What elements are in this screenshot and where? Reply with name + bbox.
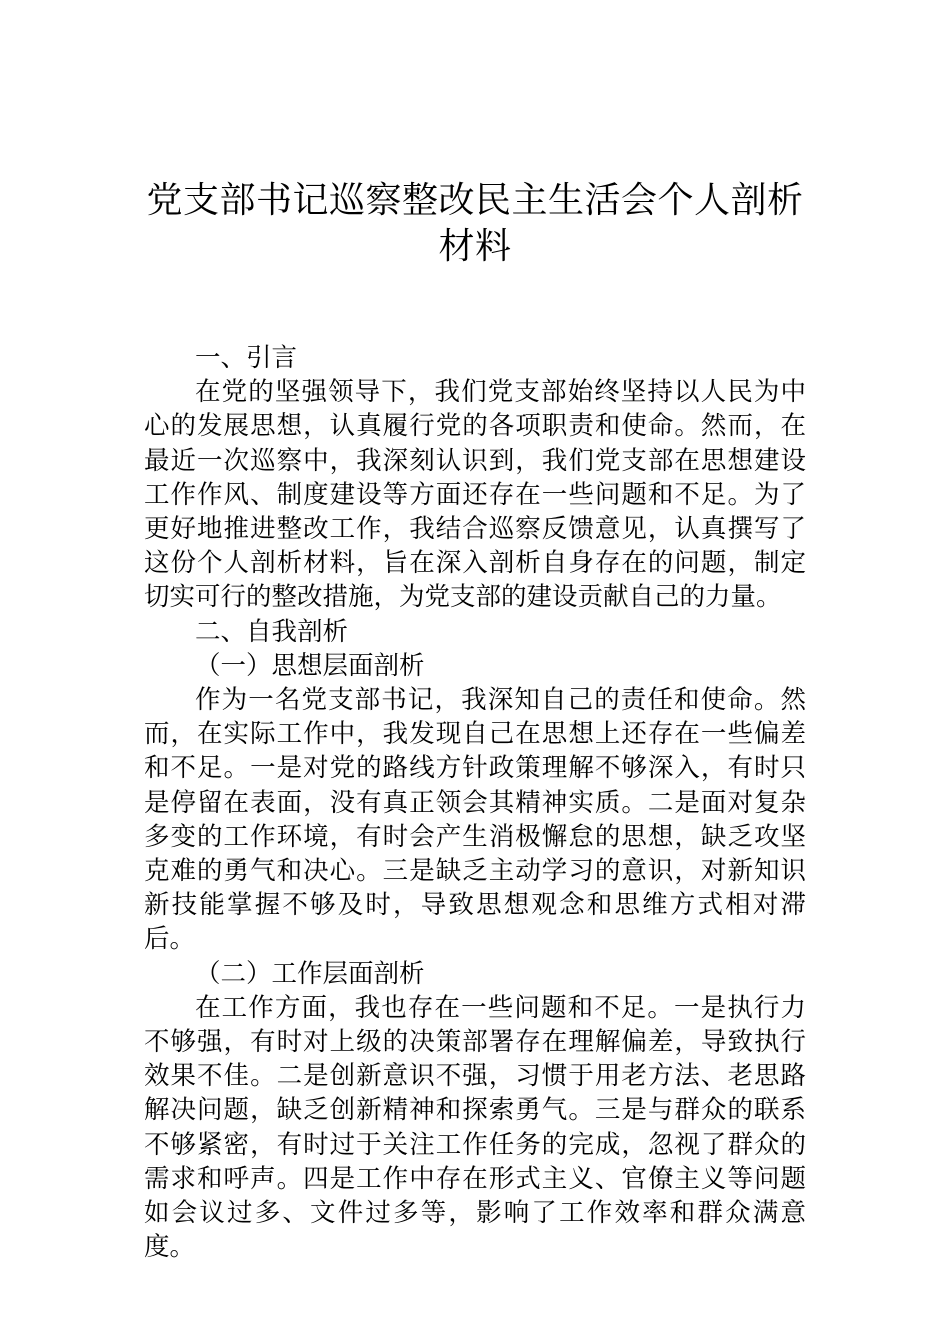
document-title-line-2: 材料 <box>438 226 512 267</box>
subsection-heading-work: （二）工作层面剖析 <box>195 958 425 989</box>
paragraph-work: 在工作方面，我也存在一些问题和不足。一是执行力不够强，有时对上级的决策部署存在理解偏差，导致执行效果不佳。二是创新意识不强，习惯于用老方法、老思路解决问题，缺乏创新精神和探索勇气。三是与群众的联系不够紧密，有时过于关注工作任务的完成，忽视了群众的需求和呼声。四是工作中存在形式主义、官僚主义等问题如会议过多、文件过多等，影响了工作效率和群众满意度。 <box>144 992 806 1263</box>
section-heading-introduction: 一、引言 <box>195 343 298 373</box>
paragraph-ideological: 作为一名党支部书记，我深知自己的责任和使命。然而，在实际工作中，我发现自己在思想上还存在一些偏差和不足。一是对党的路线方针政策理解不够深入，有时只是停留在表面，没有真正领会其精神实质。二是面对复杂多变的工作环境，有时会产生消极懈怠的思想，缺乏攻坚克难的勇气和决心。三是缺乏主动学习的意识，对新知识新技能掌握不够及时，导致思想观念和思维方式相对滞后。 <box>144 685 806 955</box>
paragraph-introduction: 在党的坚强领导下，我们党支部始终坚持以人民为中心的发展思想，认真履行党的各项职责和使命。然而，在最近一次巡察中，我深刻认识到，我们党支部在思想建设工作作风、制度建设等方面还存在一些问题和不足。为了更好地推进整改工作，我结合巡察反馈意见，认真撰写了这份个人剖析材料，旨在深入剖析自身存在的问题，制定切实可行的整改措施，为党支部的建设贡献自己的力量。 <box>144 377 806 613</box>
section-heading-self-analysis: 二、自我剖析 <box>195 616 349 647</box>
document-title-line-1: 党支部书记巡察整改民主生活会个人剖析 <box>146 180 804 221</box>
subsection-heading-ideological: （一）思想层面剖析 <box>195 650 425 681</box>
document-body <box>144 341 806 1264</box>
